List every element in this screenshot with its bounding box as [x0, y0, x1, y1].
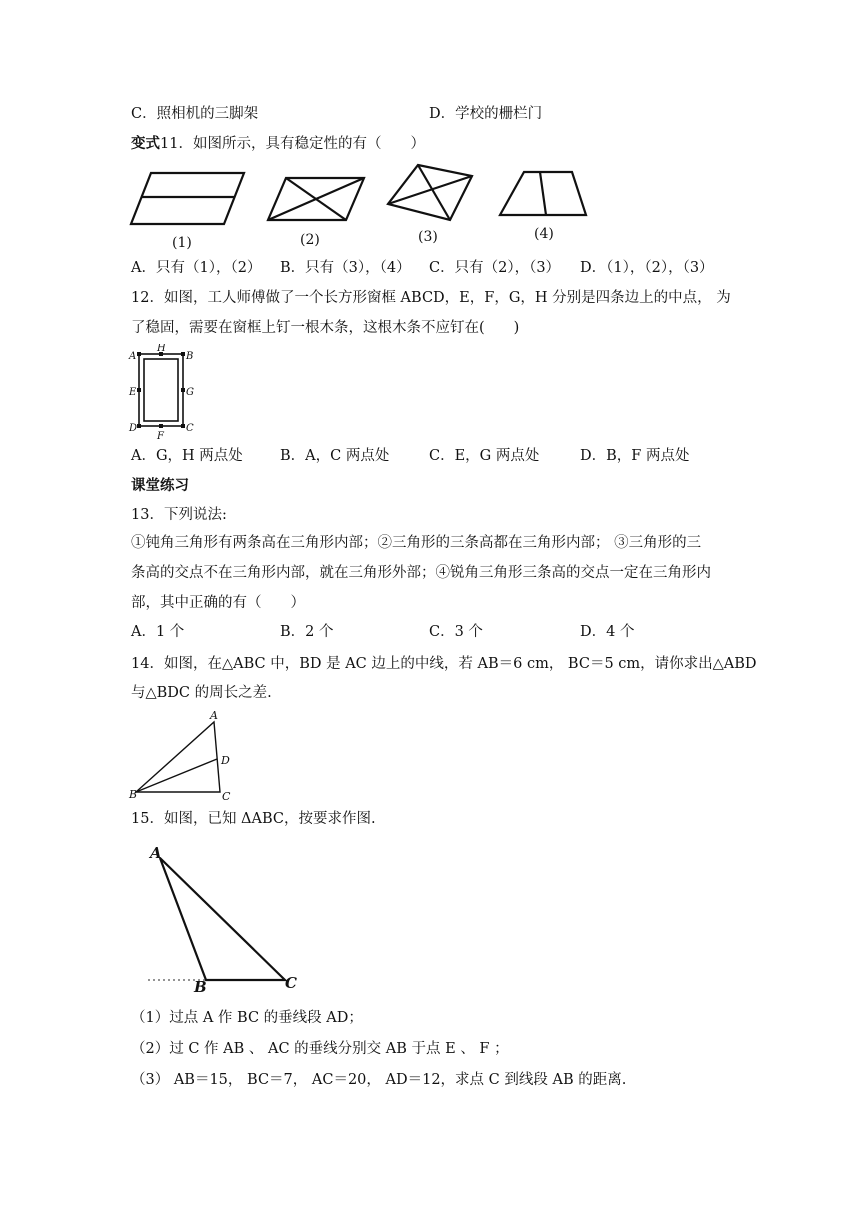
q14-label-a: A [210, 709, 218, 722]
q11-fig-label-2: (2) [300, 232, 320, 248]
q13-option-b: B．2 个 [280, 624, 334, 640]
q15-part-3: （3） AB＝15， BC＝7， AC＝20， AD＝12，求点 C 到线段 AB 的距离. [131, 1072, 627, 1088]
q13-option-c: C．3 个 [429, 624, 483, 640]
q10-option-d: D．学校的栅栏门 [429, 106, 543, 122]
q12-window-frame-figure [128, 344, 198, 440]
q15-label-c: C [285, 974, 297, 992]
q12-label-f: F [157, 431, 164, 440]
q13-line-2: 条高的交点不在三角形内部，就在三角形外部；④锐角三角形三条高的交点一定在三角形内 [131, 565, 711, 581]
q12-line-2: 了稳固，需要在窗框上钉一根木条，这根木条不应钉在( ) [131, 320, 520, 336]
q12-label-h: H [157, 344, 166, 354]
q12-option-d: D．B，F 两点处 [580, 448, 690, 464]
q11-option-b: B．只有（3），（4） [280, 260, 411, 276]
q14-triangle-figure [128, 708, 243, 804]
q13-option-d: D．4 个 [580, 624, 635, 640]
q15-label-a: A [150, 844, 162, 862]
q15-label-b: B [194, 978, 207, 996]
q11-figure-4 [500, 172, 586, 215]
q11-figures [126, 160, 596, 252]
q13-option-a: A．1 个 [131, 624, 185, 640]
q11-fig-label-1: (1) [172, 235, 192, 251]
q11-stem: 11．如图所示，具有稳定性的有（ ） [160, 136, 425, 152]
q11-fig-label-3: (3) [418, 229, 438, 245]
q15-triangle-figure [130, 840, 310, 996]
q14-label-d: D [221, 754, 230, 767]
q12-label-d: D [129, 423, 138, 434]
q11-option-c: C．只有（2），（3） [429, 260, 561, 276]
q10-option-c: C．照相机的三脚架 [131, 106, 259, 122]
q12-label-b: B [186, 351, 194, 362]
q12-label-a: A [129, 351, 137, 362]
q14-label-b: B [129, 788, 138, 801]
q12-option-c: C．E，G 两点处 [429, 448, 540, 464]
q11-option-a: A．只有（1），（2） [131, 260, 262, 276]
q11-stem-line [131, 134, 425, 154]
q13-line-1: ①钝角三角形有两条高在三角形内部；②三角形的三条高都在三角形内部； ③三角形的三 [131, 535, 702, 551]
q13-line-3: 部，其中正确的有（ ） [131, 595, 305, 611]
q11-figure-2 [268, 178, 364, 220]
q11-figure-1 [131, 173, 244, 224]
q11-option-d: D．（1），（2），（3） [580, 260, 714, 276]
q12-option-a: A．G，H 两点处 [131, 448, 243, 464]
q12-line-1: 12．如图，工人师傅做了一个长方形窗框 ABCD，E，F，G，H 分别是四条边上的中点， 为 [131, 290, 731, 306]
q15-part-2: （2）过 C 作 AB 、 AC 的垂线分别交 AB 于点 E 、 F ； [131, 1041, 509, 1057]
q11-figure-3 [388, 165, 472, 220]
q12-option-b: B．A，C 两点处 [280, 448, 390, 464]
q11-fig-label-4: (4) [534, 226, 554, 242]
q14-line-1: 14．如图，在△ABC 中，BD 是 AC 边上的中线，若 AB＝6 cm， BC＝5 cm，请你求出△ABD [131, 656, 757, 672]
q14-line-2: 与△BDC 的周长之差. [131, 685, 272, 701]
q15-part-1: （1）过点 A 作 BC 的垂线段 AD； [131, 1010, 363, 1026]
q11-prefix: 变式 [131, 136, 160, 152]
q14-label-c: C [222, 790, 231, 803]
q12-label-c: C [186, 423, 194, 434]
section-title: 课堂练习 [131, 478, 189, 494]
q13-stem: 13．下列说法: [131, 507, 227, 523]
q12-label-g: G [186, 387, 194, 398]
q12-label-e: E [129, 387, 137, 398]
q15-stem: 15．如图，已知 ΔABC，按要求作图. [131, 811, 376, 827]
